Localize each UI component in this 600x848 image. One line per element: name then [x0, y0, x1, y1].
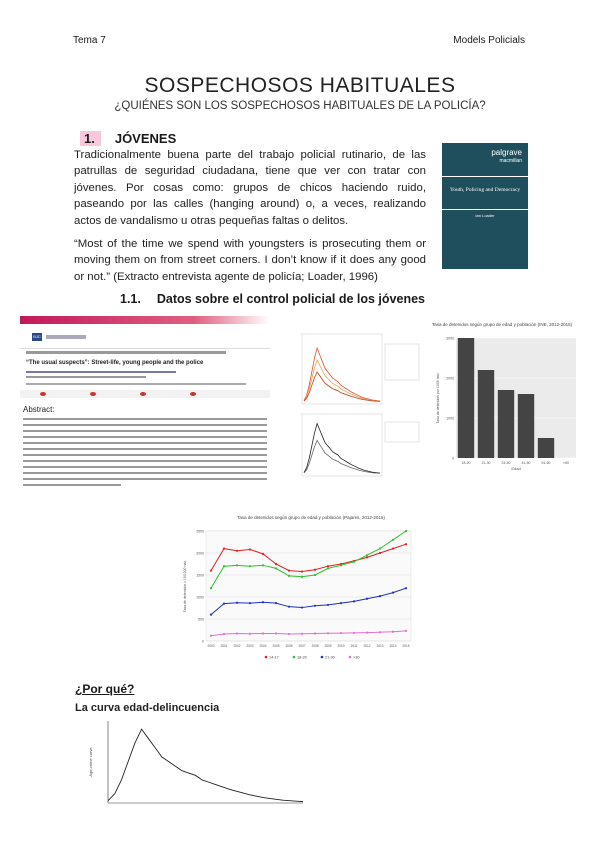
data-point [314, 632, 316, 634]
x-tick-label: 2015 [402, 644, 410, 648]
y-tick-label: 3000 [446, 336, 454, 341]
age-crime-line [108, 729, 303, 801]
curve-line [304, 424, 380, 473]
x-tick-label: 2010 [337, 644, 345, 648]
legend-marker [293, 656, 296, 659]
data-point [288, 633, 290, 635]
legend-marker [349, 656, 352, 659]
data-point [314, 574, 316, 576]
data-point [366, 632, 368, 634]
header-left: Tema 7 [73, 35, 106, 46]
article-heading: “The usual suspects”: Street-life, young people and the police [26, 360, 204, 366]
x-tick-label: 2013 [376, 644, 384, 648]
data-point [210, 570, 212, 572]
data-point [366, 554, 368, 556]
legend-label: >30 [353, 655, 360, 660]
y-tick-label: 2500 [196, 529, 204, 534]
section-heading-1-1 [120, 292, 425, 306]
data-point [262, 632, 264, 634]
data-point [236, 632, 238, 634]
abstract-label: Abstract: [23, 405, 55, 414]
y-axis-label: Age-crime curve [88, 747, 93, 777]
data-point [288, 575, 290, 577]
y-tick-label: 500 [198, 617, 204, 622]
data-point [249, 565, 251, 567]
x-tick-label: 2006 [285, 644, 293, 648]
data-point [249, 548, 251, 550]
y-tick-label: 2000 [196, 551, 204, 556]
data-point [223, 548, 225, 550]
x-tick-label: 2000 [207, 644, 215, 648]
data-point [340, 564, 342, 566]
y-tick-label: 1000 [446, 416, 454, 421]
x-tick-label: 41-50 [521, 461, 531, 465]
paragraph-quote: “Most of the time we spend with youngsters is prosecuting them or moving them on from street corners. I don’t know if it does any good or not.” (Extracto entrevista agente de policía; Loader, 1996) [74, 238, 426, 283]
x-tick-label: 2002 [233, 644, 241, 648]
data-point [262, 564, 264, 566]
data-point [236, 602, 238, 604]
paragraph-intro: Tradicionalmente buena parte del trabajo policial rutinario, de las patrullas de seguridad ciudadana, tiene que ver con tratar con jóvenes. Por cosas como: grupos de chicos haciendo ruido, paseando por las calles (hanging around) o, a veces, realizando actos de vandalismo u otras pequeñas faltas o delitos. [74, 149, 426, 227]
data-point [327, 567, 329, 569]
data-point [392, 592, 394, 594]
data-point [301, 633, 303, 635]
x-tick-label: 51-60 [541, 461, 551, 465]
data-point [353, 600, 355, 602]
page-title: SOSPECHOSOS HABITUALES [144, 74, 456, 97]
section-label: JÓVENES [114, 131, 177, 146]
y-tick-label: 2000 [446, 376, 454, 381]
book-author: Ian Loader [475, 213, 495, 218]
data-point [236, 564, 238, 566]
line-chart-title: Tasa de detenidos según grupo de edad y población (Pajares, 2012-2015) [237, 515, 385, 520]
data-point [210, 614, 212, 616]
bar-chart-svg [432, 330, 584, 492]
line-chart-image [176, 515, 426, 675]
y-axis-label: Tasa de detenidos x 100.000 hab. [183, 559, 187, 613]
data-point [275, 632, 277, 634]
y-axis-label: Tasa de detenidos por 1000 hab. [436, 372, 440, 424]
section-label: Datos sobre el control policial de los jóvenes [156, 292, 425, 306]
data-point [327, 604, 329, 606]
data-point [366, 556, 368, 558]
abstract-text-lines [23, 418, 267, 486]
data-point [314, 605, 316, 607]
legend-marker [265, 656, 268, 659]
age-crime-curve-heading: La curva edad-delincuencia [75, 702, 220, 714]
plot-area [206, 531, 411, 641]
data-point [327, 565, 329, 567]
x-tick-label: 2011 [350, 644, 358, 648]
data-point [379, 552, 381, 554]
data-point [327, 632, 329, 634]
data-point [249, 633, 251, 635]
panel-top-lines [304, 348, 380, 401]
data-point [379, 631, 381, 633]
data-point [405, 543, 407, 545]
data-point [223, 603, 225, 605]
age-crime-curve-svg [80, 715, 310, 815]
y-tick-label: 0 [452, 456, 454, 461]
data-point [223, 633, 225, 635]
data-point [301, 570, 303, 572]
data-point [210, 587, 212, 589]
data-point [301, 576, 303, 578]
journal-name: Criminology & Criminal Justice [23, 325, 98, 331]
data-point [262, 553, 264, 555]
x-tick-label: 2004 [259, 644, 267, 648]
data-point [392, 631, 394, 633]
section-number: 1.1. [120, 292, 141, 306]
curve-line [304, 440, 380, 473]
panel-bottom-lines [304, 424, 380, 474]
header-right: Models Policials [453, 35, 525, 46]
x-tick-label: 2007 [298, 644, 306, 648]
data-point [353, 561, 355, 563]
legend-label: 14-17 [269, 655, 279, 660]
x-tick-label: 2001 [220, 644, 228, 648]
y-tick-label: 1500 [196, 573, 204, 578]
page-subtitle: ¿QUIÉNES SON LOS SOSPECHOSOS HABITUALES DE LA POLICÍA? [114, 100, 486, 112]
legend-label: 21-30 [325, 655, 335, 660]
data-point [236, 550, 238, 552]
x-tick-label: 2014 [389, 644, 397, 648]
x-tick-label: 2008 [311, 644, 319, 648]
bar [458, 338, 474, 458]
data-point [275, 602, 277, 604]
curve-line [304, 360, 380, 401]
why-heading: ¿Por qué? [75, 682, 135, 696]
x-tick-label: 18-20 [461, 461, 471, 465]
bar [518, 394, 534, 458]
data-point [275, 563, 277, 565]
age-crime-panels-svg [280, 322, 428, 500]
x-tick-label: 31-40 [501, 461, 511, 465]
data-point [262, 601, 264, 603]
x-tick-label: 2003 [246, 644, 254, 648]
journal-banner [20, 316, 270, 331]
bar [478, 370, 494, 458]
data-point [405, 587, 407, 589]
journal-badge: BJC [33, 334, 41, 339]
section-number: 1. [80, 131, 101, 146]
data-point [353, 632, 355, 634]
data-point [340, 632, 342, 634]
article-actions [20, 390, 270, 398]
age-crime-curve-image [80, 715, 310, 815]
data-point [301, 606, 303, 608]
data-point [405, 630, 407, 632]
x-tick-label: 2009 [324, 644, 332, 648]
data-point [314, 569, 316, 571]
data-point [366, 598, 368, 600]
data-point [379, 548, 381, 550]
data-point [249, 602, 251, 604]
legend-label: 18-20 [297, 655, 307, 660]
data-point [288, 606, 290, 608]
data-point [340, 602, 342, 604]
bar [498, 390, 514, 458]
data-point [288, 570, 290, 572]
bar-chart-image [432, 322, 584, 492]
section-heading-1 [80, 131, 176, 146]
x-axis-label: Edad [511, 466, 521, 471]
age-crime-panels [280, 322, 428, 500]
bar [538, 438, 554, 458]
x-tick-label: 21-30 [481, 461, 491, 465]
bar-chart-title: Tasa de detenidos según grupo de edad y población (INE, 2012-2015) [432, 322, 573, 327]
book-cover [442, 143, 528, 269]
y-tick-label: 0 [202, 639, 204, 644]
data-point [392, 539, 394, 541]
article-screenshot [20, 316, 270, 502]
imprint-label: macmillan [499, 158, 522, 164]
y-tick-label: 1000 [196, 595, 204, 600]
data-point [405, 530, 407, 532]
book-title: Youth, Policing and Democracy [449, 187, 521, 193]
data-point [223, 565, 225, 567]
x-tick-label: 2005 [272, 644, 280, 648]
data-point [392, 548, 394, 550]
data-point [379, 595, 381, 597]
x-tick-label: 2012 [363, 644, 371, 648]
legend-marker [321, 656, 324, 659]
line-chart-svg [176, 521, 426, 675]
curve-line [304, 372, 380, 401]
x-tick-label: >60 [563, 461, 569, 465]
data-point [275, 567, 277, 569]
data-point [210, 635, 212, 637]
publisher-logo: palgrave [491, 148, 522, 157]
